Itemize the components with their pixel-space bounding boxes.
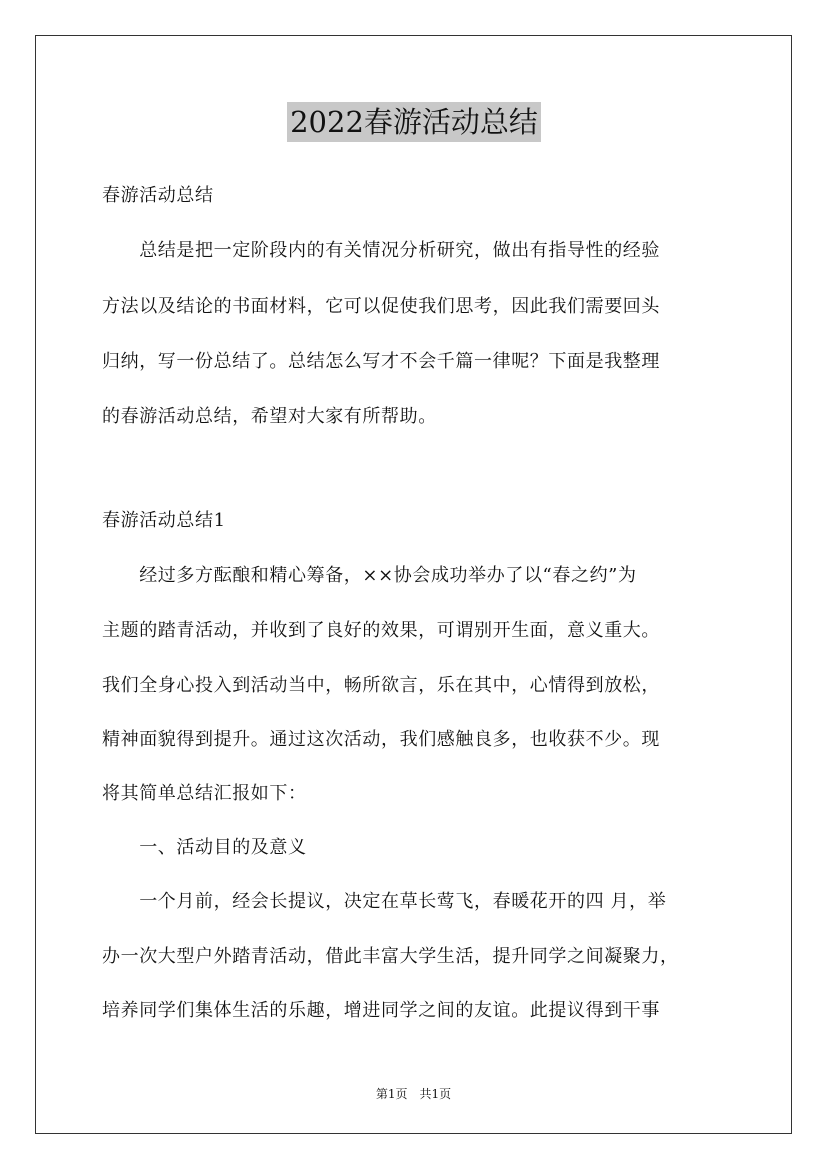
paragraph-line: 办一次大型户外踏青活动，借此丰富大学生活，提升同学之间凝聚力， bbox=[102, 946, 679, 967]
paragraph-line: 方法以及结论的书面材料，它可以促使我们思考，因此我们需要回头 bbox=[102, 296, 660, 317]
paragraph-line: 主题的踏青活动，并收到了良好的效果，可谓别开生面，意义重大。 bbox=[102, 620, 660, 641]
subsection-heading: 一、活动目的及意义 bbox=[102, 837, 307, 858]
section-heading: 春游活动总结 bbox=[102, 185, 214, 206]
page-footer: 第1页 共1页 bbox=[375, 1087, 452, 1101]
paragraph-line: 一个月前，经会长提议，决定在草长莺飞，春暖花开的四 月，举 bbox=[102, 891, 667, 912]
document-title: 2022春游活动总结 bbox=[287, 102, 541, 142]
paragraph-line: 经过多方酝酿和精心筹备，××协会成功举办了以“春之约”为 bbox=[102, 565, 637, 586]
paragraph-line: 归纳，写一份总结了。总结怎么写才不会千篇一律呢？下面是我整理 bbox=[102, 351, 660, 372]
section-heading: 春游活动总结1 bbox=[102, 510, 226, 531]
paragraph-line: 精神面貌得到提升。通过这次活动，我们感触良多，也收获不少。现 bbox=[102, 729, 660, 750]
paragraph-line: 的春游活动总结，希望对大家有所帮助。 bbox=[102, 406, 437, 427]
paragraph-line: 总结是把一定阶段内的有关情况分析研究，做出有指导性的经验 bbox=[102, 240, 660, 261]
paragraph-line: 我们全身心投入到活动当中，畅所欲言，乐在其中，心情得到放松， bbox=[102, 675, 660, 696]
paragraph-line: 培养同学们集体生活的乐趣，增进同学之间的友谊。此提议得到干事 bbox=[102, 1000, 660, 1021]
paragraph-line: 将其简单总结汇报如下： bbox=[102, 783, 307, 804]
